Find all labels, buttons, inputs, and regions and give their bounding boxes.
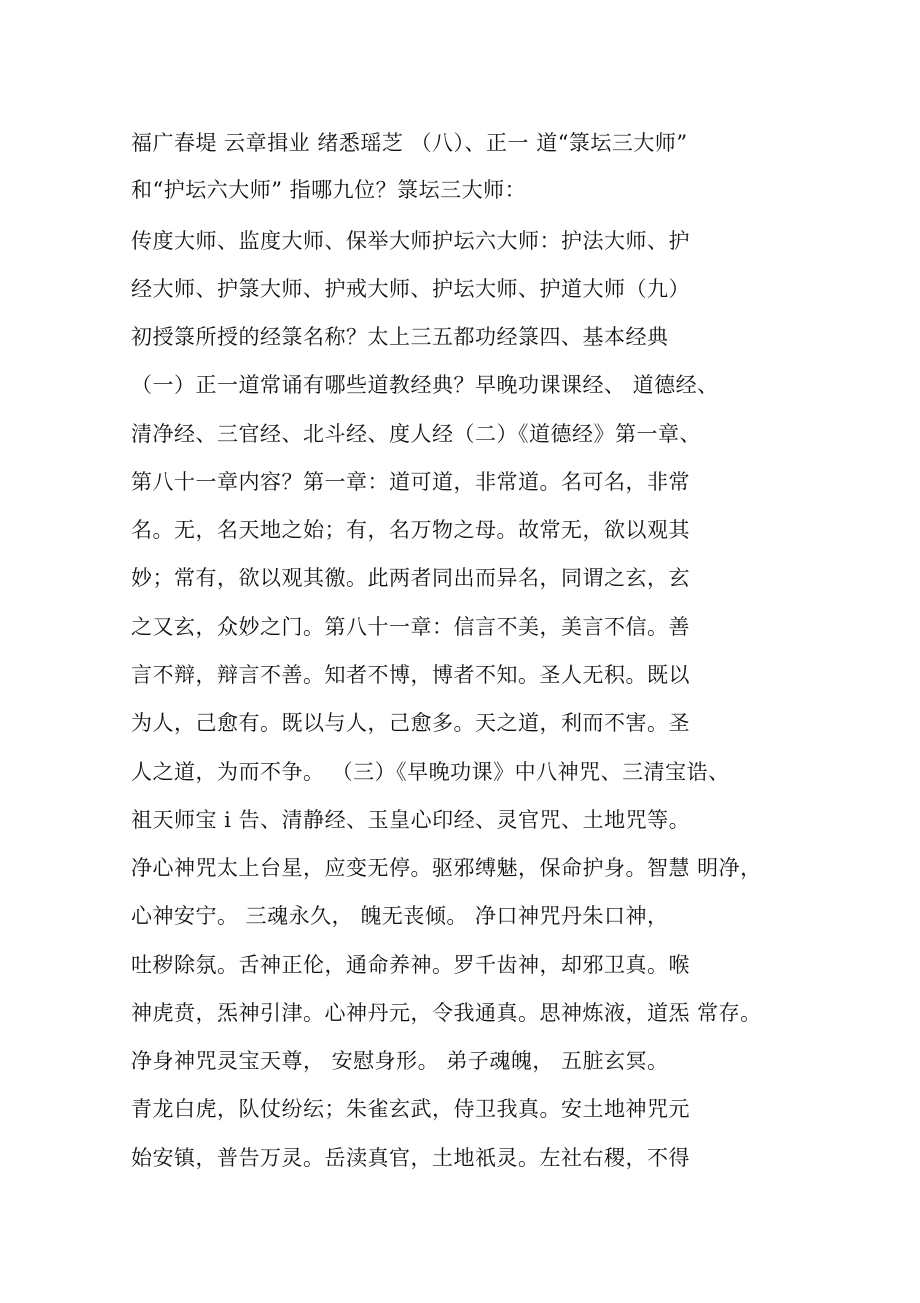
- text-line: 和“护坛六大师” 指哪九位？箓坛三大师：: [131, 178, 527, 202]
- text-line: 青龙白虎，队仗纷纭；朱雀玄武，侍卫我真。安土地神咒元: [131, 1097, 690, 1121]
- text-line: 名。无，名天地之始；有，名万物之母。故常无，欲以观其: [131, 518, 690, 542]
- text-line: 妙；常有，欲以观其徼。此两者同出而异名，同谓之玄，玄: [131, 566, 690, 590]
- text-line: 经大师、护箓大师、护戒大师、护坛大师、护道大师（九）: [131, 277, 690, 301]
- text-line: 清净经、三官经、北斗经、度人经（二）《道德经》第一章、: [131, 422, 701, 446]
- text-line: 始安镇，普告万灵。岳渎真官，土地祇灵。左社右稷，不得: [131, 1146, 690, 1170]
- text-line: 之又玄，众妙之门。第八十一章：信言不美，美言不信。善: [131, 615, 690, 639]
- text-line: 人之道，为而不争。 （三）《早晚功课》中八神咒、三清宝诰、: [131, 760, 730, 784]
- text-line: 第八十一章内容？第一章：道可道，非常道。名可名，非常: [131, 470, 690, 494]
- text-line: 净身神咒灵宝天尊， 安慰身形。 弟子魂魄， 五脏玄冥。: [131, 1049, 669, 1073]
- text-line: 祖天师宝 i 告、清静经、玉皇心印经、灵官咒、土地咒等。: [131, 808, 691, 832]
- text-line: 初授箓所授的经箓名称？太上三五都功经箓四、基本经典: [131, 325, 669, 349]
- text-line: 心神安宁。 三魂永久， 魄无丧倾。 净口神咒丹朱口神，: [131, 904, 669, 928]
- text-line: 净心神咒太上台星，应变无停。驱邪缚魅，保命护身。智慧 明净，: [131, 856, 762, 880]
- text-line: 为人，己愈有。既以与人，己愈多。天之道，利而不害。圣: [131, 711, 690, 735]
- text-line: 言不辩，辩言不善。知者不博，博者不知。圣人无积。既以: [131, 663, 690, 687]
- text-line: 传度大师、监度大师、保举大师护坛六大师：护法大师、护: [131, 229, 690, 253]
- text-line: （一）正一道常诵有哪些道教经典？早晚功课课经、 道德经、: [131, 373, 719, 397]
- text-line: 神虎贲，炁神引津。心神丹元，令我通真。思神炼液，道炁 常存。: [131, 1001, 762, 1025]
- text-line: 吐秽除氛。舌神正伦，通命养神。罗千齿神，却邪卫真。喉: [131, 953, 690, 977]
- text-line: 福广春堤 云章揖业 绪悉瑶芝 （八）、正一 道“箓坛三大师”: [131, 131, 688, 155]
